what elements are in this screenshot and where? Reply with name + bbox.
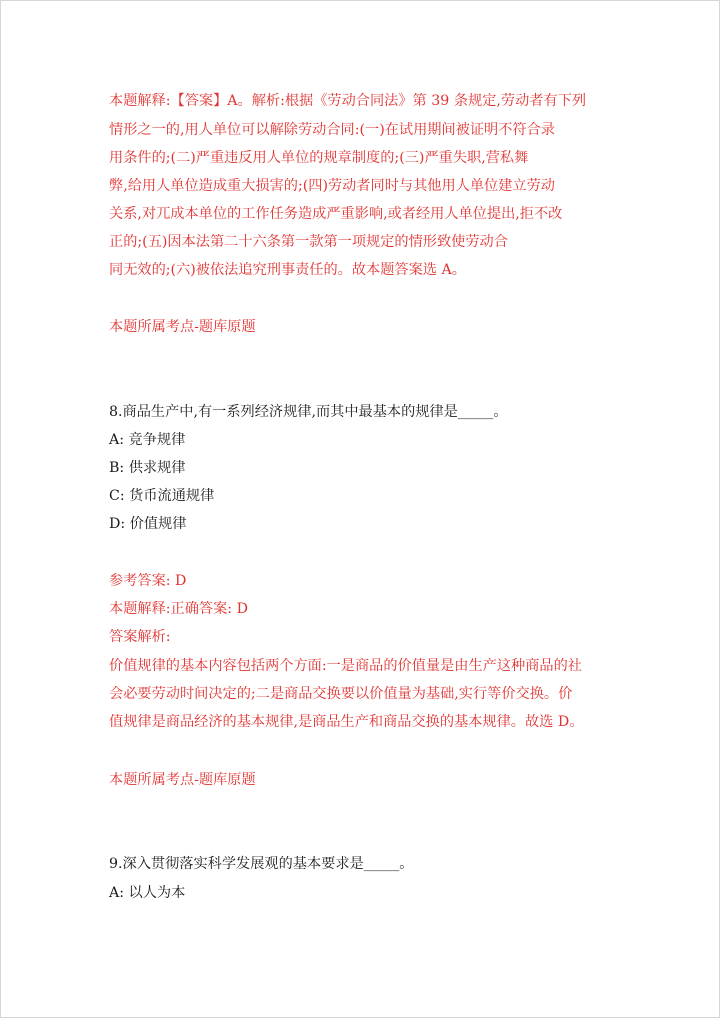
q8-analysis-label: 答案解析:: [109, 629, 171, 645]
q8-option-d: D: 价值规律: [109, 516, 187, 532]
q8-question: 8.商品生产中,有一系列经济规律,而其中最基本的规律是_____。: [109, 404, 508, 420]
q8-option-c: C: 货币流通规律: [109, 488, 215, 504]
q7-explanation-line-5: 关系,对兀成本单位的工作任务造成严重影响,或者经用人单位提出,拒不改: [109, 206, 563, 222]
q8-source-label: 本题所属考点-题库原题: [109, 772, 256, 788]
q8-analysis-line-3: 值规律是商品经济的基本规律,是商品生产和商品交换的基本规律。故选 D。: [109, 714, 584, 730]
q7-explanation-line-3: 用条件的;(二)严重违反用人单位的规章制度的;(三)严重失职,营私舞: [109, 150, 529, 166]
q9-question: 9.深入贯彻落实科学发展观的基本要求是_____。: [109, 856, 414, 872]
q7-explanation-line-2: 情形之一的,用人单位可以解除劳动合同:(一)在试用期间被证明不符合录: [109, 122, 555, 138]
q8-analysis-line-2: 会必要劳动时间决定的;二是商品交换要以价值量为基础,实行等价交换。价: [109, 686, 573, 702]
q8-reference-answer: 参考答案: D: [109, 573, 187, 589]
q8-analysis-line-1: 价值规律的基本内容包括两个方面:一是商品的价值量是由生产这种商品的社: [109, 658, 582, 674]
q7-source-label: 本题所属考点-题库原题: [109, 319, 256, 335]
q9-option-a: A: 以人为本: [109, 885, 186, 901]
q7-explanation-line-4: 弊,给用人单位造成重大损害的;(四)劳动者同时与其他用人单位建立劳动: [109, 178, 555, 194]
q8-option-b: B: 供求规律: [109, 460, 186, 476]
q7-explanation-line-6: 正的;(五)因本法第二十六条第一款第一项规定的情形致使劳动合: [109, 234, 508, 250]
q7-explanation-line-1: 本题解释:【答案】A。解析:根据《劳动合同法》第 39 条规定,劳动者有下列: [109, 93, 587, 109]
q8-option-a: A: 竞争规律: [109, 432, 186, 448]
q7-explanation-line-7: 同无效的;(六)被依法追究刑事责任的。故本题答案选 A。: [109, 262, 466, 278]
q8-explanation-head: 本题解释:正确答案: D: [109, 601, 248, 617]
